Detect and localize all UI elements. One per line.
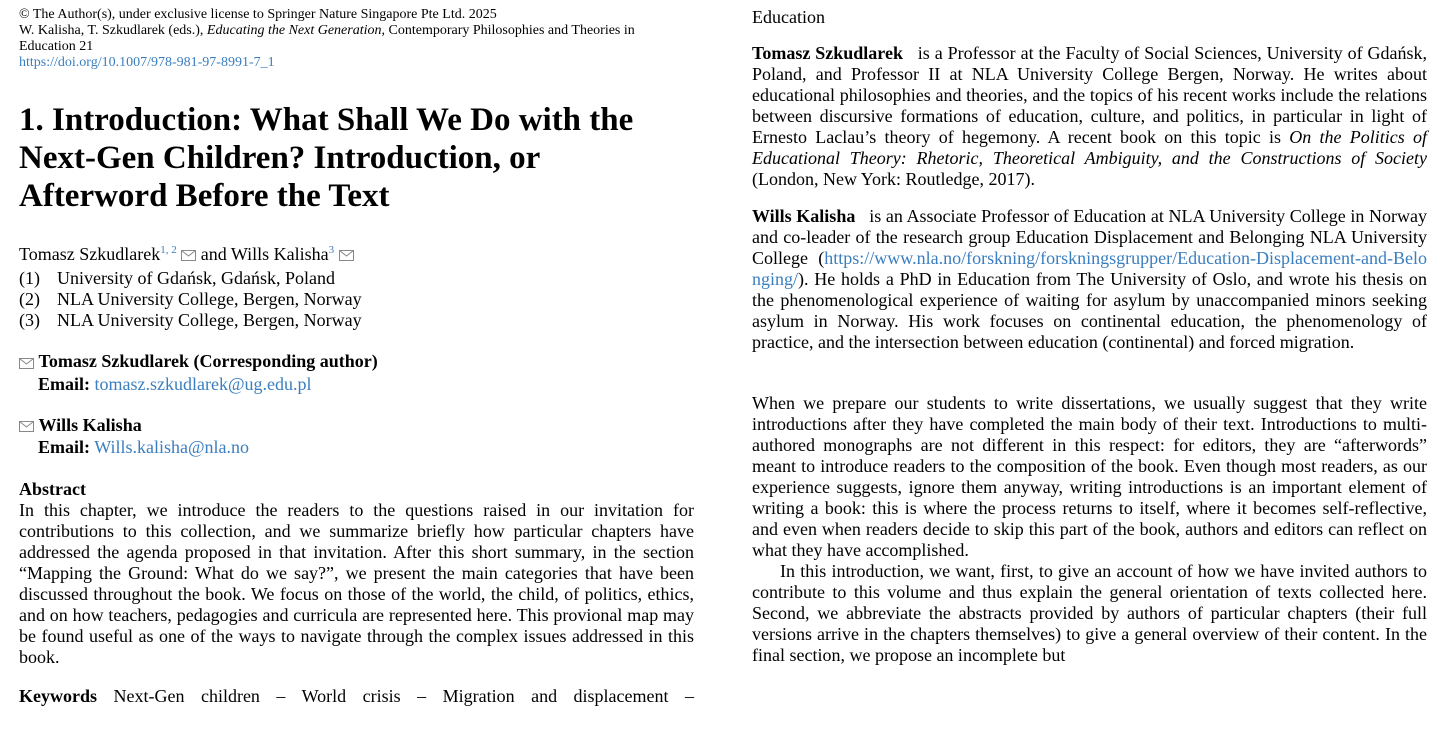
affiliation-text: NLA University College, Bergen, Norway	[57, 310, 362, 331]
affiliations-list	[19, 268, 694, 331]
bio-1-name: Tomasz Szkudlarek	[752, 43, 903, 63]
abstract-heading: Abstract	[19, 479, 86, 500]
continued-word: Education	[752, 7, 825, 27]
affiliation-item	[19, 310, 694, 331]
author-separator: and	[196, 244, 231, 264]
contact-1-name: Tomasz Szkudlarek (Corresponding author)	[38, 351, 378, 372]
book-title: Educating the Next Generation	[206, 23, 382, 38]
author-bio-2	[752, 206, 1427, 353]
envelope-icon	[19, 353, 34, 374]
abstract-text: In this chapter, we introduce the readers to the questions raised in our invitation for contributions to this collection, and we summarize briefly how particular chapters have addressed the agenda proposed in that invitation. After this short summary, in the section “Mapping the Ground: What do we say?”, we present the main categories that have been discussed throughout the book. We focus on those of the world, the child, of politics, ethics, and on how teachers, pedagogies and curricula are represented here. This provional map may be found useful as one of the ways to navigate through the complex issues addressed in this book.	[19, 500, 694, 668]
email-label: Email:	[38, 437, 90, 458]
author-bio-1	[752, 43, 1427, 190]
right-column	[752, 0, 1427, 666]
contact-2-email-row	[19, 437, 694, 458]
left-column	[19, 0, 694, 707]
keywords-label: Keywords	[19, 686, 97, 707]
envelope-icon[interactable]	[181, 245, 196, 266]
bio-1-text-end: (London, New York: Routledge, 2017).	[752, 169, 1035, 189]
envelope-icon[interactable]	[339, 245, 354, 266]
contact-block-2	[19, 415, 694, 458]
bio-2-text: is an Associate Professor of Education at NLA University College in Norway and co-leader of the research group Education Displacement and Belonging NLA University College (	[752, 206, 1427, 268]
contact-1-heading	[19, 351, 694, 373]
contact-block-1	[19, 351, 694, 394]
research-group-link[interactable]: https://www.nla.no/forskning/forskningsgrupper/Education-Displacement-and-Belonging/	[752, 248, 1427, 289]
bio-1-text: is a Professor at the Faculty of Social Sciences, University of Gdańsk, Poland, and Professor II at NLA University College Bergen, Norway. He writes about educational philosophies and theories, and the topics of his recent works include the relations between discursive formations of education, culture, and politics, in particular in light of Ernesto Laclau’s theory of hegemony. A recent book on this topic is	[752, 43, 1427, 147]
bio-1-book-title: On the Politics of Educational Theory: Rhetoric, Theoretical Ambiguity, and the Constructions of Society	[752, 127, 1427, 168]
bio-2-text-end: ). He holds a PhD in Education from The University of Oslo, and wrote his thesis on the phenomenological experience of waiting for asylum by unaccompanied minors seeking asylum in Norway. His work focuses on continental education, the phenomenology of practice, and the intersection between education (continental) and forced migration.	[752, 269, 1427, 352]
series-info: , Contemporary Philosophies and Theories in Education 21	[19, 23, 635, 54]
affiliation-number: (3)	[19, 310, 40, 331]
email-label: Email:	[38, 373, 90, 394]
abstract-section	[19, 479, 694, 668]
contact-1-email-row	[19, 374, 694, 395]
affiliation-text: NLA University College, Bergen, Norway	[57, 289, 362, 310]
copyright-line: © The Author(s), under exclusive license to Springer Nature Singapore Pte Ltd. 2025	[19, 7, 497, 22]
contact-1-email-link[interactable]: tomasz.szkudlarek@ug.edu.pl	[94, 373, 312, 394]
editors: W. Kalisha, T. Szkudlarek (eds.),	[19, 23, 204, 38]
keywords-text: Next-Gen children – World crisis – Migration and displacement –	[113, 686, 695, 707]
author-1-name[interactable]: Tomasz Szkudlarek	[19, 244, 161, 264]
publication-meta	[19, 7, 694, 71]
affiliation-text: University of Gdańsk, Gdańsk, Poland	[57, 268, 335, 289]
affiliation-item	[19, 268, 694, 289]
doi-link[interactable]: https://doi.org/10.1007/978-981-97-8991-7_1	[19, 55, 275, 70]
author-line	[19, 240, 694, 266]
author-2-affiliation-ref[interactable]: 3	[328, 244, 335, 256]
keywords-section	[19, 686, 694, 707]
author-2-name[interactable]: Wills Kalisha	[230, 244, 329, 264]
chapter-title: 1. Introduction: What Shall We Do with the Next-Gen Children? Introduction, or Afterword Before the Text	[19, 102, 634, 214]
envelope-icon	[19, 416, 34, 437]
author-1-affiliation-refs[interactable]: 1, 2	[160, 244, 177, 256]
editors-line	[19, 23, 694, 55]
contact-2-email-link[interactable]: Wills.kalisha@nla.no	[94, 437, 250, 458]
affiliation-number: (2)	[19, 289, 40, 310]
affiliation-number: (1)	[19, 268, 40, 289]
contact-2-heading	[19, 415, 694, 437]
intro-paragraph-1: When we prepare our students to write dissertations, we usually suggest that they write introductions after they have completed the main body of their text. Introductions to multi-authored monographs are not different in this respect: for editors, they are “afterwords” meant to introduce readers to the composition of the book. Even though most readers, as our experience suggests, ignore them anyway, writing introductions is an important element of writing a book: this is where the process returns to itself, where it becomes self-reflective, and even when readers decide to skip this part of the book, authors and editors can reflect on what they have accomplished.	[752, 393, 1427, 560]
bio-2-name: Wills Kalisha	[752, 206, 856, 226]
intro-paragraph-2: In this introduction, we want, first, to give an account of how we have invited authors to contribute to this volume and thus explain the general orientation of texts collected here. Second, we abbreviate the abstracts provided by authors of particular chapters (their full versions arrive in the chapters themselves) to give a general overview of their content. In the final section, we propose an incomplete but	[752, 561, 1427, 665]
affiliation-item	[19, 289, 694, 310]
contact-2-name: Wills Kalisha	[38, 414, 142, 435]
